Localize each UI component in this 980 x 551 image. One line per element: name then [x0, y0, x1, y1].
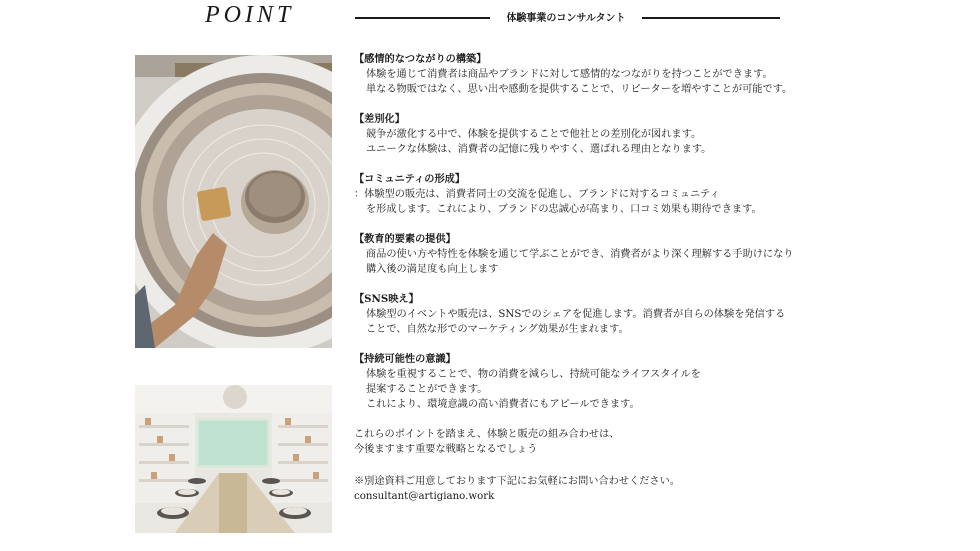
section-community: [354, 172, 954, 217]
section-line: 体験を重視することで、物の消費を減らし、持続可能なライフスタイルを: [366, 369, 701, 380]
section-sns: [354, 292, 954, 337]
section-line: 単なる物販ではなく、思い出や感動を提供することで、リピーターを増やすことが可能です。: [366, 84, 793, 95]
section-differentiation: [354, 112, 954, 157]
page-subtitle: 体験事業のコンサルタント: [506, 13, 626, 24]
summary-line: 今後ますます重要な戦略となるでしょう: [354, 444, 538, 455]
section-title: 【差別化】: [354, 113, 405, 125]
section-line: ：体験型の販売は、消費者同士の交流を促進し、ブランドに対するコミュニティ: [354, 189, 720, 200]
section-title: 【教育的要素の提供】: [354, 233, 456, 245]
section-title: 【持続可能性の意識】: [354, 353, 456, 365]
section-line: 購入後の満足度も向上します: [366, 264, 499, 275]
section-title: 【SNS映え】: [354, 293, 419, 305]
section-sustainability: [354, 352, 954, 412]
section-emotional-connection: [354, 52, 954, 97]
contact: [354, 474, 954, 504]
section-title: 【感情的なつながりの構築】: [354, 53, 487, 65]
section-line: を形成します。これにより、ブランドの忠誠心が高まり、口コミ効果も期待できます。: [366, 204, 762, 215]
workshop-studio-photo: [135, 385, 332, 533]
section-line: ことで、自然な形でのマーケティング効果が生まれます。: [366, 324, 629, 335]
page-title: POINT: [205, 2, 295, 28]
header-divider-right: [642, 17, 780, 19]
section-line: ユニークな体験は、消費者の記憶に残りやすく、選ばれる理由となります。: [366, 144, 712, 155]
header-divider-left: [355, 17, 490, 19]
pottery-wheel-photo: [135, 55, 332, 348]
summary-line: これらのポイントを踏まえ、体験と販売の組み合わせは、: [354, 429, 620, 440]
section-line: 体験型のイベントや販売は、SNSでのシェアを促進します。消費者が自らの体験を発信する: [366, 309, 786, 320]
section-line: 体験を通じて消費者は商品やブランドに対して感情的なつながりを持つことができます。: [366, 69, 773, 80]
section-education: [354, 232, 954, 277]
contact-note: ※別途資料ご用意しております下記にお気軽にお問い合わせください。: [354, 476, 680, 487]
section-line: 提案することができます。: [366, 384, 488, 395]
contact-email[interactable]: consultant@artigiano.work: [354, 491, 495, 502]
section-line: 商品の使い方や特性を体験を通じて学ぶことができ、消費者がより深く理解する手助けになり: [366, 249, 794, 260]
section-line: これにより、環境意識の高い消費者にもアピールできます。: [366, 399, 640, 410]
section-line: 競争が激化する中で、体験を提供することで他社との差別化が図れます。: [366, 129, 702, 140]
section-title: 【コミュニティの形成】: [354, 173, 466, 185]
summary: [354, 427, 954, 457]
content-body: [354, 52, 954, 504]
